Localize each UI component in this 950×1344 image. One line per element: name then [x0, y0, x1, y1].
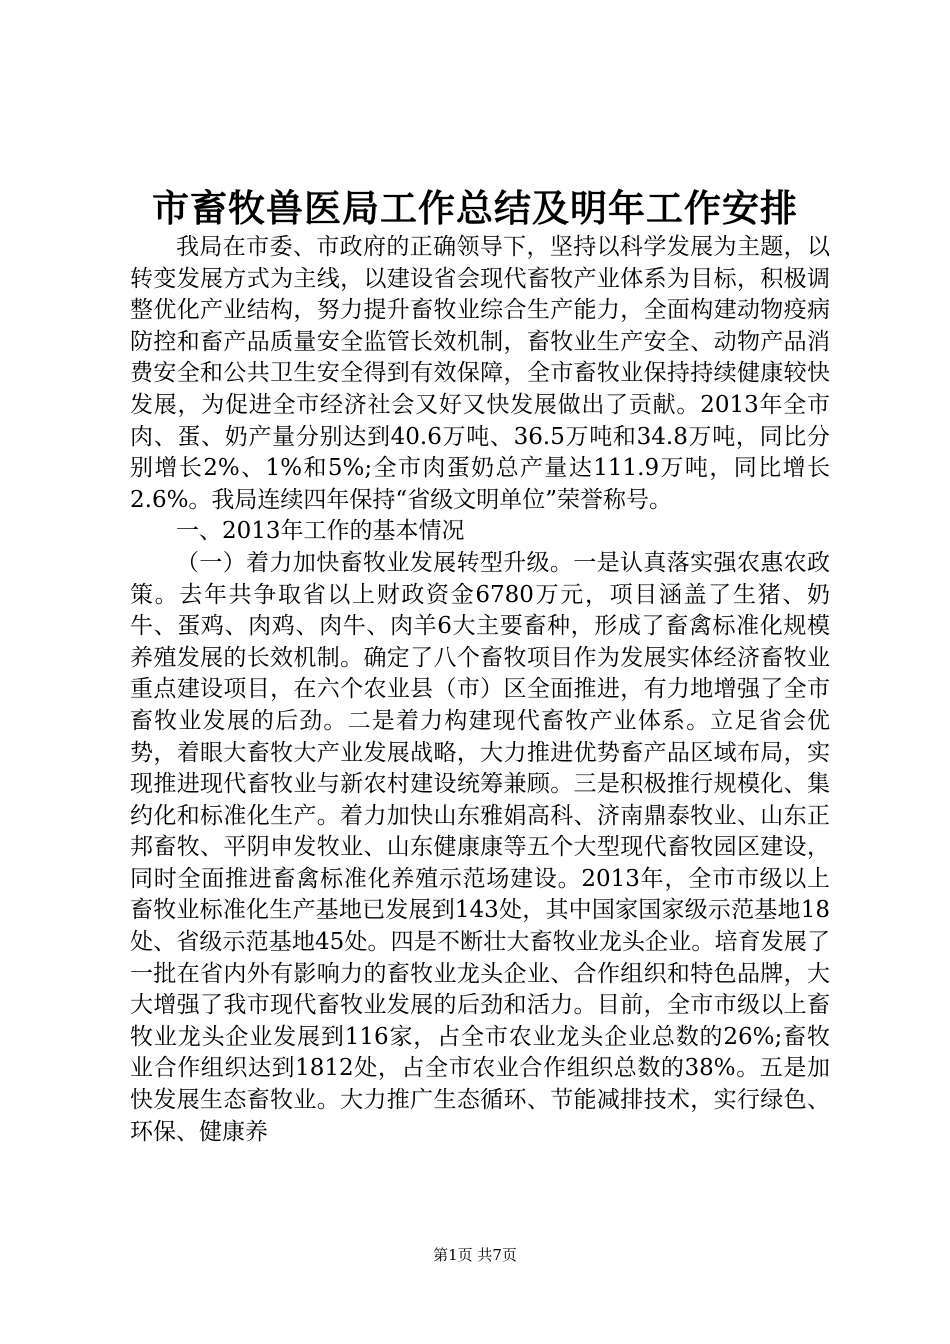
intro-paragraph: 我局在市委、市政府的正确领导下，坚持以科学发展为主题，以转变发展方式为主线，以建设省会现代畜牧产业体系为目标，积极调整优化产业结构，努力提升畜牧业综合生产能力，全面构建动物疫病防控和畜产品质量安全监管长效机制，畜牧业生产安全、动物产品消费安全和公共卫生安全得到有效保障，全市畜牧业保持持续健康较快发展，为促进全市经济社会又好又快发展做出了贡献。2013年全市肉、蛋、奶产量分别达到40.6万吨、36.5万吨和34.8万吨，同比分别增长2%、1%和5%;全市肉蛋奶总产量达111.9万吨，同比增长2.6%。我局连续四年保持“省级文明单位”荣誉称号。: [130, 234, 830, 513]
page-number-footer: 第1页 共7页: [433, 1246, 517, 1264]
section-paragraph: （一）着力加快畜牧业发展转型升级。一是认真落实强农惠农政策。去年共争取省以上财政资金6780万元，项目涵盖了生猪、奶牛、蛋鸡、肉鸡、肉牛、肉羊6大主要畜种，形成了畜禽标准化规模养殖发展的长效机制。确定了八个畜牧项目作为发展实体经济畜牧业重点建设项目，在六个农业县（市）区全面推进，有力地增强了全市畜牧业发展的后劲。二是着力构建现代畜牧产业体系。立足省会优势，着眼大畜牧大产业发展战略，大力推进优势畜产品区域布局，实现推进现代畜牧业与新农村建设统筹兼顾。三是积极推行规模化、集约化和标准化生产。着力加快山东雅娟高科、济南鼎泰牧业、山东正邦畜牧、平阴申发牧业、山东健康康等五个大型现代畜牧园区建设，同时全面推进畜禽标准化养殖示范场建设。2013年，全市市级以上畜牧业标准化生产基地已发展到143处，其中国家国家级示范基地18处、省级示范基地45处。四是不断壮大畜牧业龙头企业。培育发展了一批在省内外有影响力的畜牧业龙头企业、合作组织和特色品牌，大大增强了我市现代畜牧业发展的后劲和活力。目前，全市市级以上畜牧业龙头企业发展到116家，占全市农业龙头企业总数的26%;畜牧业合作组织达到1812处，占全市农业合作组织总数的38%。五是加快发展生态畜牧业。大力推广生态循环、节能减排技术，实行绿色、环保、健康养: [130, 549, 830, 1145]
document-body: [130, 232, 830, 1148]
document-title: 市畜牧兽医局工作总结及明年工作安排: [152, 187, 798, 230]
section-heading: 一、2013年工作的基本情况: [176, 518, 465, 545]
